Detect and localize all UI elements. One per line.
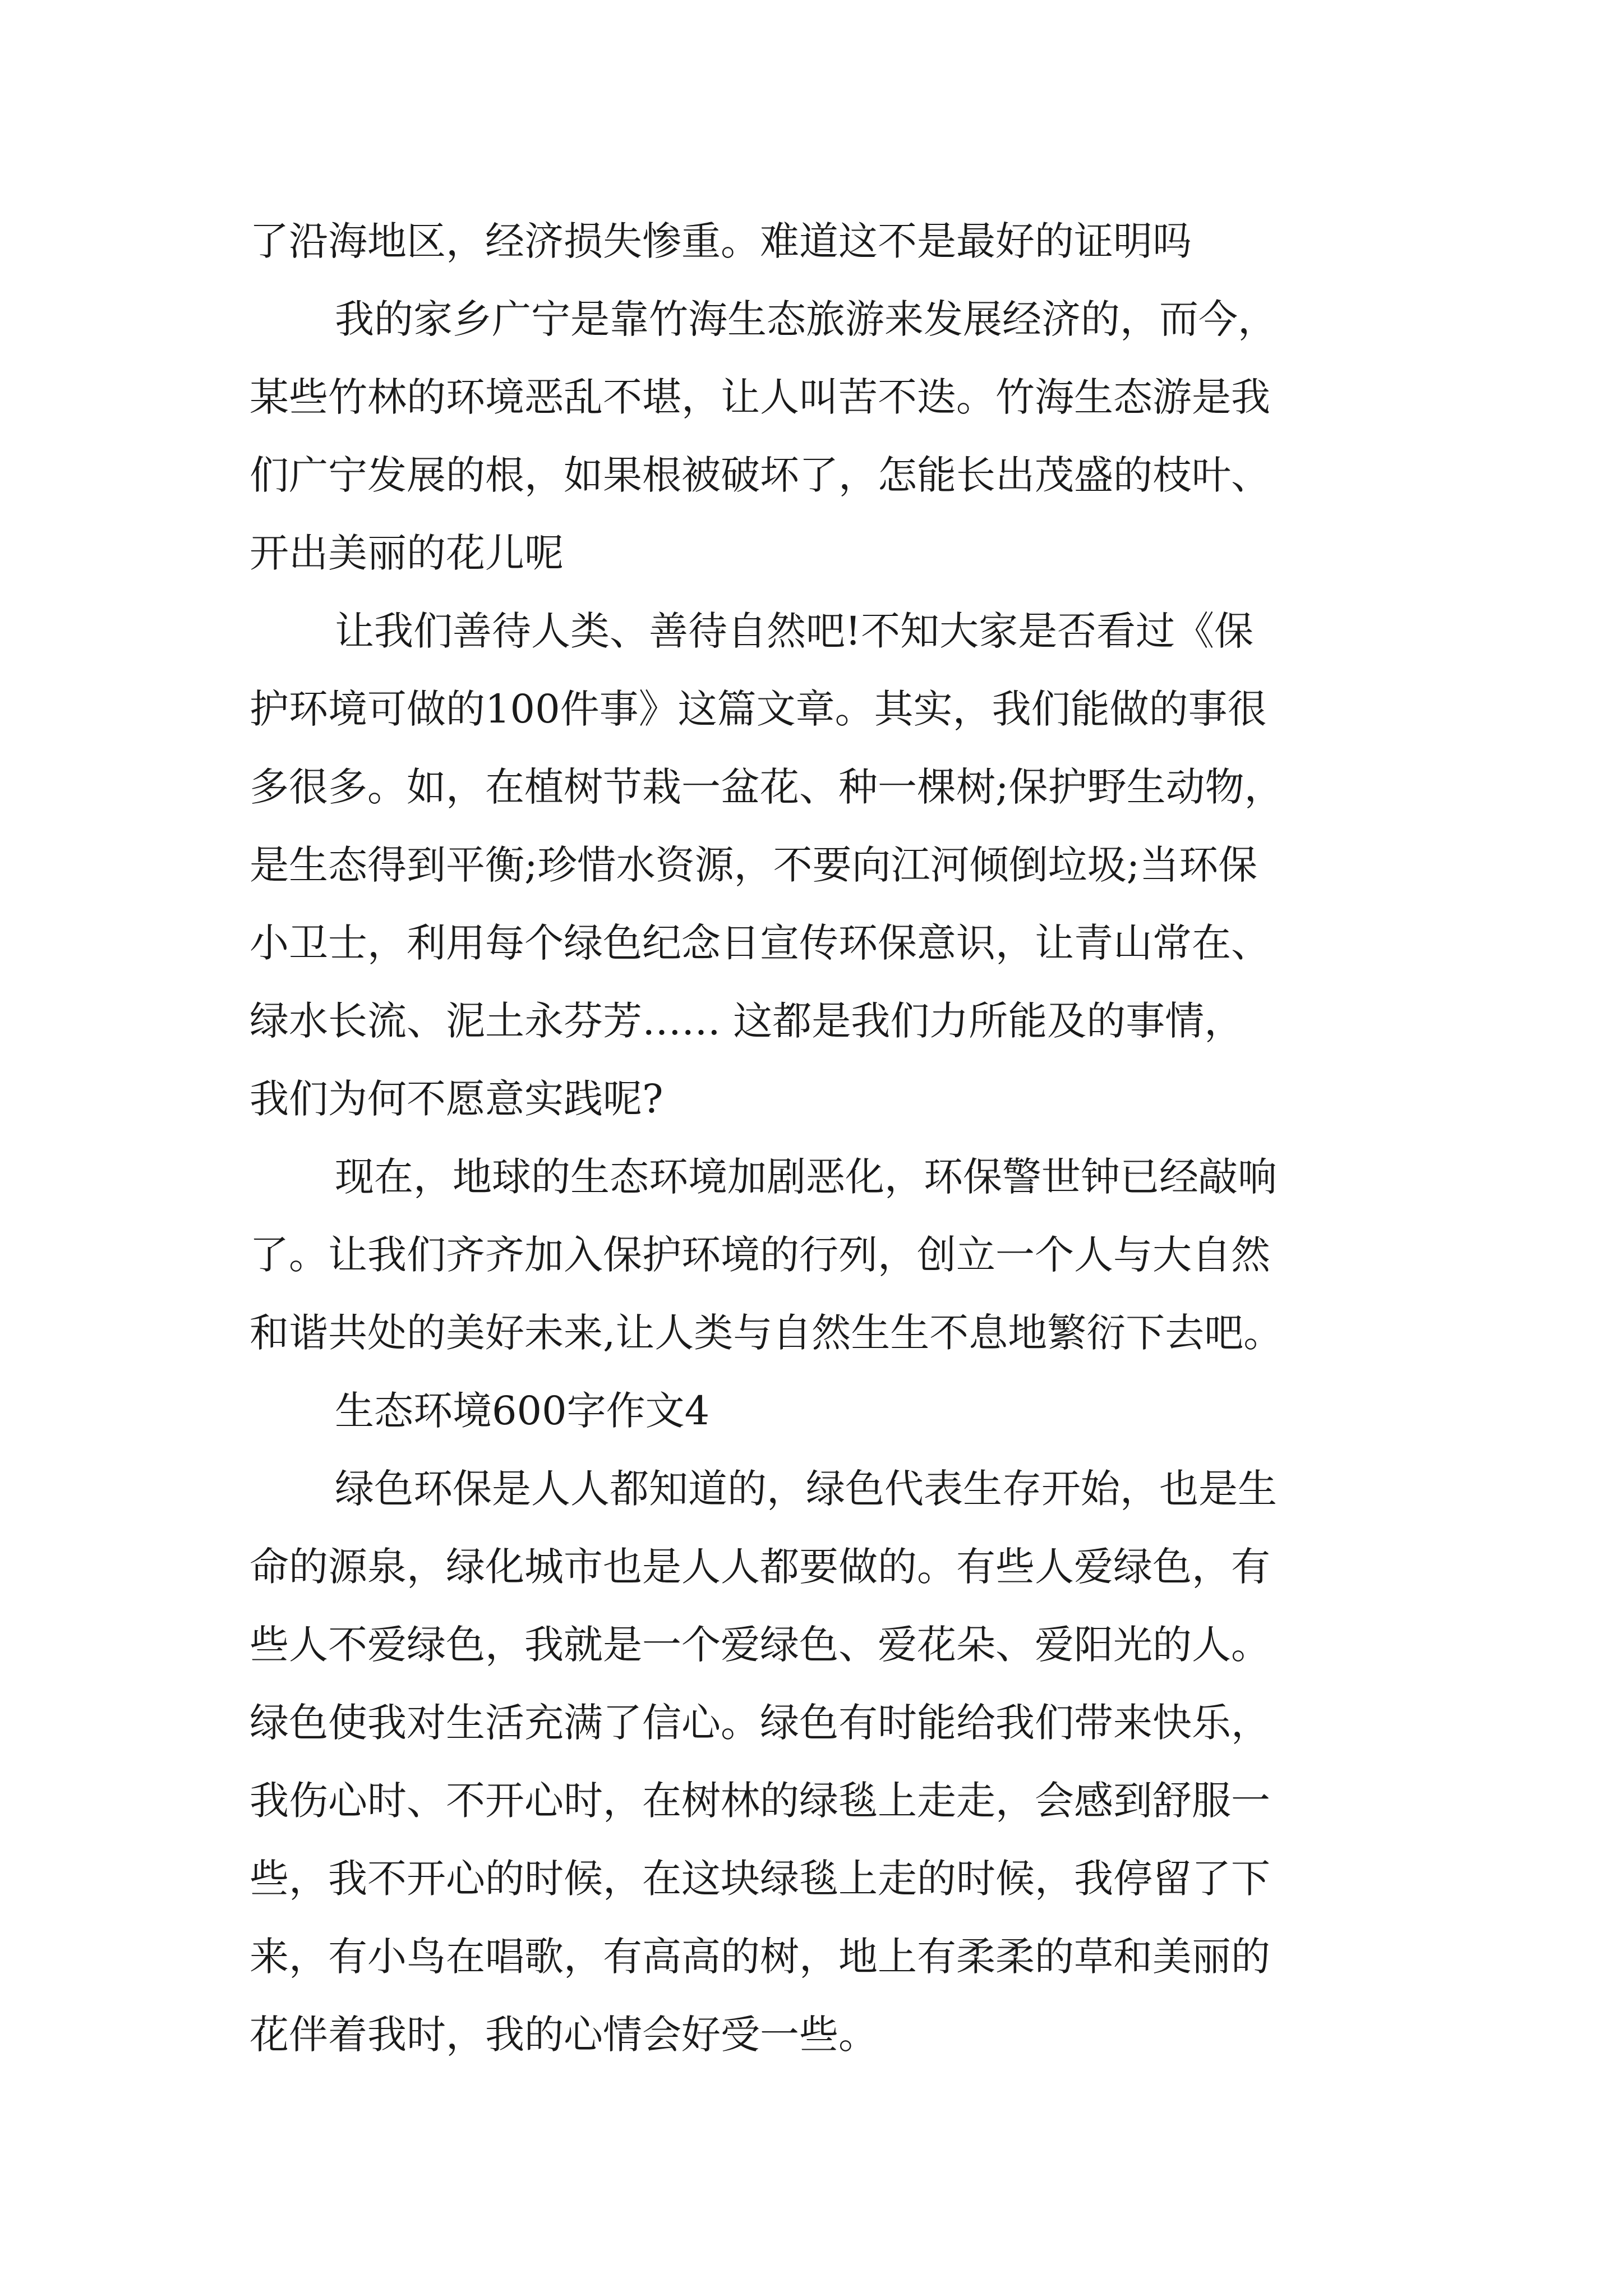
text-line: 些，我不开心的时候，在这块绿毯上走的时候，我停留了下 [250,1856,1270,1902]
text-line: 来，有小鸟在唱歌，有高高的树，地上有柔柔的草和美丽的 [250,1934,1270,1980]
text-line: 绿水长流、泥土永芬芳…… 这都是我们力所能及的事情， [250,998,1244,1044]
text-line: 多很多。如，在植树节栽一盆花、种一棵树;保护野生动物， [250,764,1284,810]
section-heading: 生态环境600字作文4 [335,1388,710,1434]
text-line: 我们为何不愿意实践呢? [250,1076,663,1122]
paragraph-start-line: 绿色环保是人人都知道的，绿色代表生存开始，也是生 [335,1466,1277,1512]
text-line: 命的源泉，绿化城市也是人人都要做的。有些人爱绿色，有 [250,1544,1270,1590]
text-line: 们广宁发展的根，如果根被破坏了，怎能长出茂盛的枝叶、 [250,452,1270,498]
text-line: 某些竹林的环境恶乱不堪，让人叫苦不迭。竹海生态游是我 [250,374,1270,420]
paragraph-start-line: 现在，地球的生态环境加剧恶化，环保警世钟已经敲响 [335,1154,1277,1200]
text-line: 了沿海地区，经济损失惨重。难道这不是最好的证明吗 [250,218,1192,264]
text-line: 绿色使我对生活充满了信心。绿色有时能给我们带来快乐， [250,1700,1270,1746]
paragraph-start-line: 让我们善待人类、善待自然吧!不知大家是否看过《保 [335,608,1254,654]
text-line: 花伴着我时，我的心情会好受一些。 [250,2012,878,2058]
paragraph-start-line: 我的家乡广宁是靠竹海生态旅游来发展经济的，而今， [335,296,1277,342]
text-line: 开出美丽的花儿呢 [250,530,564,576]
text-line: 我伤心时、不开心时，在树林的绿毯上走走，会感到舒服一 [250,1778,1270,1824]
text-line: 护环境可做的100件事》这篇文章。其实，我们能做的事很 [250,686,1267,732]
text-line: 些人不爱绿色，我就是一个爱绿色、爱花朵、爱阳光的人。 [250,1622,1270,1668]
text-line: 小卫士，利用每个绿色纪念日宣传环保意识，让青山常在、 [250,920,1270,966]
text-line: 了。让我们齐齐加入保护环境的行列，创立一个人与大自然 [250,1232,1270,1278]
text-line: 和谐共处的美好未来,让人类与自然生生不息地繁衍下去吧。 [250,1310,1283,1356]
text-line: 是生态得到平衡;珍惜水资源，不要向江河倾倒垃圾;当环保 [250,842,1258,888]
